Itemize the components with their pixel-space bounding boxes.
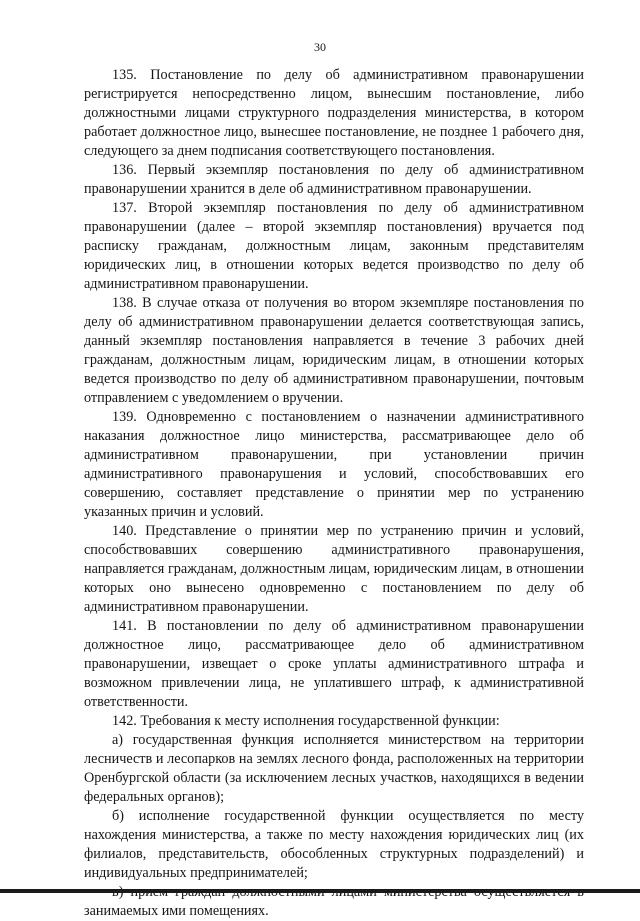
paragraph-140: 140. Представление о принятии мер по устранению причин и условий, способствовавших совершению административного правонарушения, направляется гражданам, должностным лицам, юридическим лицам, в отношении которых оно вынесено одновременно с постановлением по делу об административном правонарушении. [84, 523, 584, 615]
document-body [84, 66, 584, 921]
page-number: 30 [314, 40, 326, 54]
paragraph-139: 139. Одновременно с постановлением о назначении административного наказания должностное лицо министерства, рассматривающее дело об административном правонарушении, при установлении причин административного правонарушения и условий, способствовавших его совершению, составляет представление о принятии мер по устранению указанных причин и условий. [84, 409, 584, 520]
bottom-rule [0, 889, 640, 893]
paragraph-138: 138. В случае отказа от получения во втором экземпляре постановления по делу об административном правонарушении делается соответствующая запись, данный экземпляр постановления направляется в течение 3 рабочих дней гражданам, должностным лицам, юридическим лицам, в отношении которых ведется производство по делу об административном правонарушении, почтовым отправлением с уведомлением о вручении. [84, 295, 584, 406]
paragraph-137: 137. Второй экземпляр постановления по делу об административном правонарушении (далее – второй экземпляр постановления) вручается под расписку гражданам, должностным лицам, законным представителям юридических лиц, в отношении которых ведется производство по делу об административном правонарушении. [84, 200, 584, 292]
paragraph-142-a: а) государственная функция исполняется министерством на территории лесничеств и лесопарков на землях лесного фонда, расположенных на территории Оренбургской области (за исключением лесных участков, находящихся в ведении федеральных органов); [84, 732, 584, 805]
paragraph-135: 135. Постановление по делу об административном правонарушении регистрируется непосредственно лицом, вынесшим постановление, либо должностными лицами структурного подразделения министерства, в котором работает должностное лицо, вынесшее постановление, не позднее 1 рабочего дня, следующего за днем подписания соответствующего постановления. [84, 67, 584, 159]
paragraph-142-c: занимаемых ими помещениях. [84, 903, 269, 919]
paragraph-142-b: б) исполнение государственной функции осуществляется по месту нахождения министерства, а также по месту нахождения юридических лиц (их филиалов, представительств, обособленных структурных подразделений) и индивидуальных предпринимателей; [84, 808, 584, 881]
paragraph-142: 142. Требования к месту исполнения государственной функции: [112, 713, 500, 729]
paragraph-136: 136. Первый экземпляр постановления по делу об административном правонарушении хранится в деле об административном правонарушении. [84, 162, 584, 197]
paragraph-141: 141. В постановлении по делу об административном правонарушении должностное лицо, рассматривающее дело об административном правонарушении, извещает о сроке уплаты административного штрафа и возможном привлечении лица, не уплатившего штраф, к административной ответственности. [84, 618, 584, 710]
